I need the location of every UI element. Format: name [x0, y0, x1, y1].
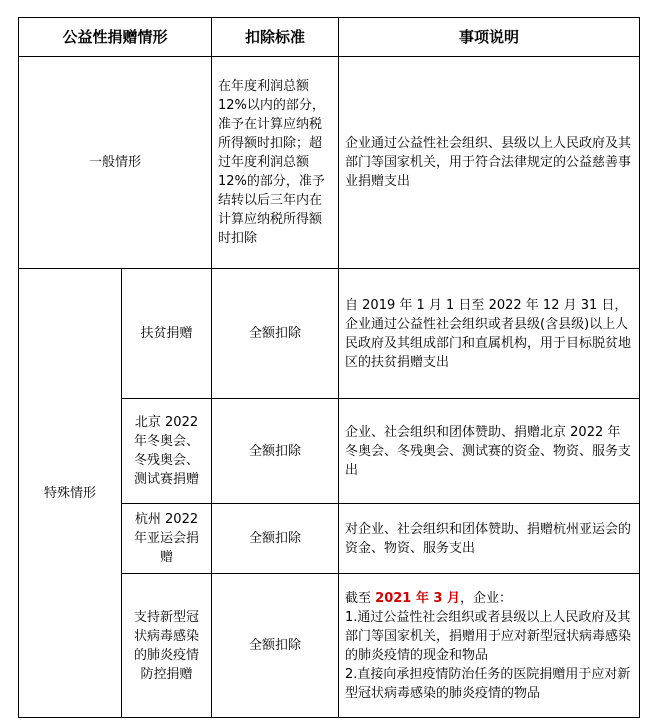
covid-desc-item-1: 1.通过公益性社会组织或者县级以上人民政府及其部门等国家机关，捐赠用于应对新型冠状病毒感染的肺炎疫情的现金和物品 [345, 609, 632, 663]
general-row [19, 57, 640, 269]
covid-desc-highlight: 2021 年 3 月 [375, 590, 460, 606]
covid-desc-item-2: 2.直接向承担疫情防治任务的医院捐赠用于应对新型冠状病毒感染的肺炎疫情的物品 [345, 666, 631, 701]
header-standard: 扣除标准 [212, 18, 339, 57]
special-standard-covid: 全额扣除 [212, 574, 339, 718]
special-description-covid [339, 574, 640, 718]
special-row-poverty [19, 269, 640, 399]
special-standard-winter-olympics: 全额扣除 [212, 399, 339, 504]
covid-desc-prefix: 截至 [345, 590, 376, 606]
general-standard: 在年度利润总额12%以内的部分，准予在计算应纳税所得额时扣除；超过年度利润总额12%的部分，准予结转以后三年内在计算应纳税所得额时扣除 [212, 57, 339, 269]
special-label: 特殊情形 [19, 269, 122, 718]
special-name-covid: 支持新型冠状病毒感染的肺炎疫情防控捐赠 [122, 574, 212, 718]
special-standard-poverty: 全额扣除 [212, 269, 339, 399]
special-description-winter-olympics: 企业、社会组织和团体赞助、捐赠北京 2022 年冬奥会、冬残奥会、测试赛的资金、物资、服务支出 [339, 399, 640, 504]
header-situation: 公益性捐赠情形 [19, 18, 212, 57]
special-name-winter-olympics: 北京 2022 年冬奥会、冬残奥会、测试赛捐赠 [122, 399, 212, 504]
general-description: 企业通过公益性社会组织、县级以上人民政府及其部门等国家机关，用于符合法律规定的公益慈善事业捐赠支出 [339, 57, 640, 269]
special-description-poverty: 自 2019 年 1 月 1 日至 2022 年 12 月 31 日，企业通过公益性社会组织或者县级(含县级)以上人民政府及其组成部门和直属机构，用于目标脱贫地区的扶贫捐赠支出 [339, 269, 640, 399]
header-description: 事项说明 [339, 18, 640, 57]
special-standard-asian-games: 全额扣除 [212, 504, 339, 574]
special-name-poverty: 扶贫捐赠 [122, 269, 212, 399]
special-description-asian-games: 对企业、社会组织和团体赞助、捐赠杭州亚运会的资金、物资、服务支出 [339, 504, 640, 574]
header-row [19, 18, 640, 57]
special-name-asian-games: 杭州 2022 年亚运会捐赠 [122, 504, 212, 574]
covid-desc-suffix: ，企业： [459, 590, 512, 606]
general-label: 一般情形 [19, 57, 212, 269]
deduction-table [18, 17, 640, 718]
